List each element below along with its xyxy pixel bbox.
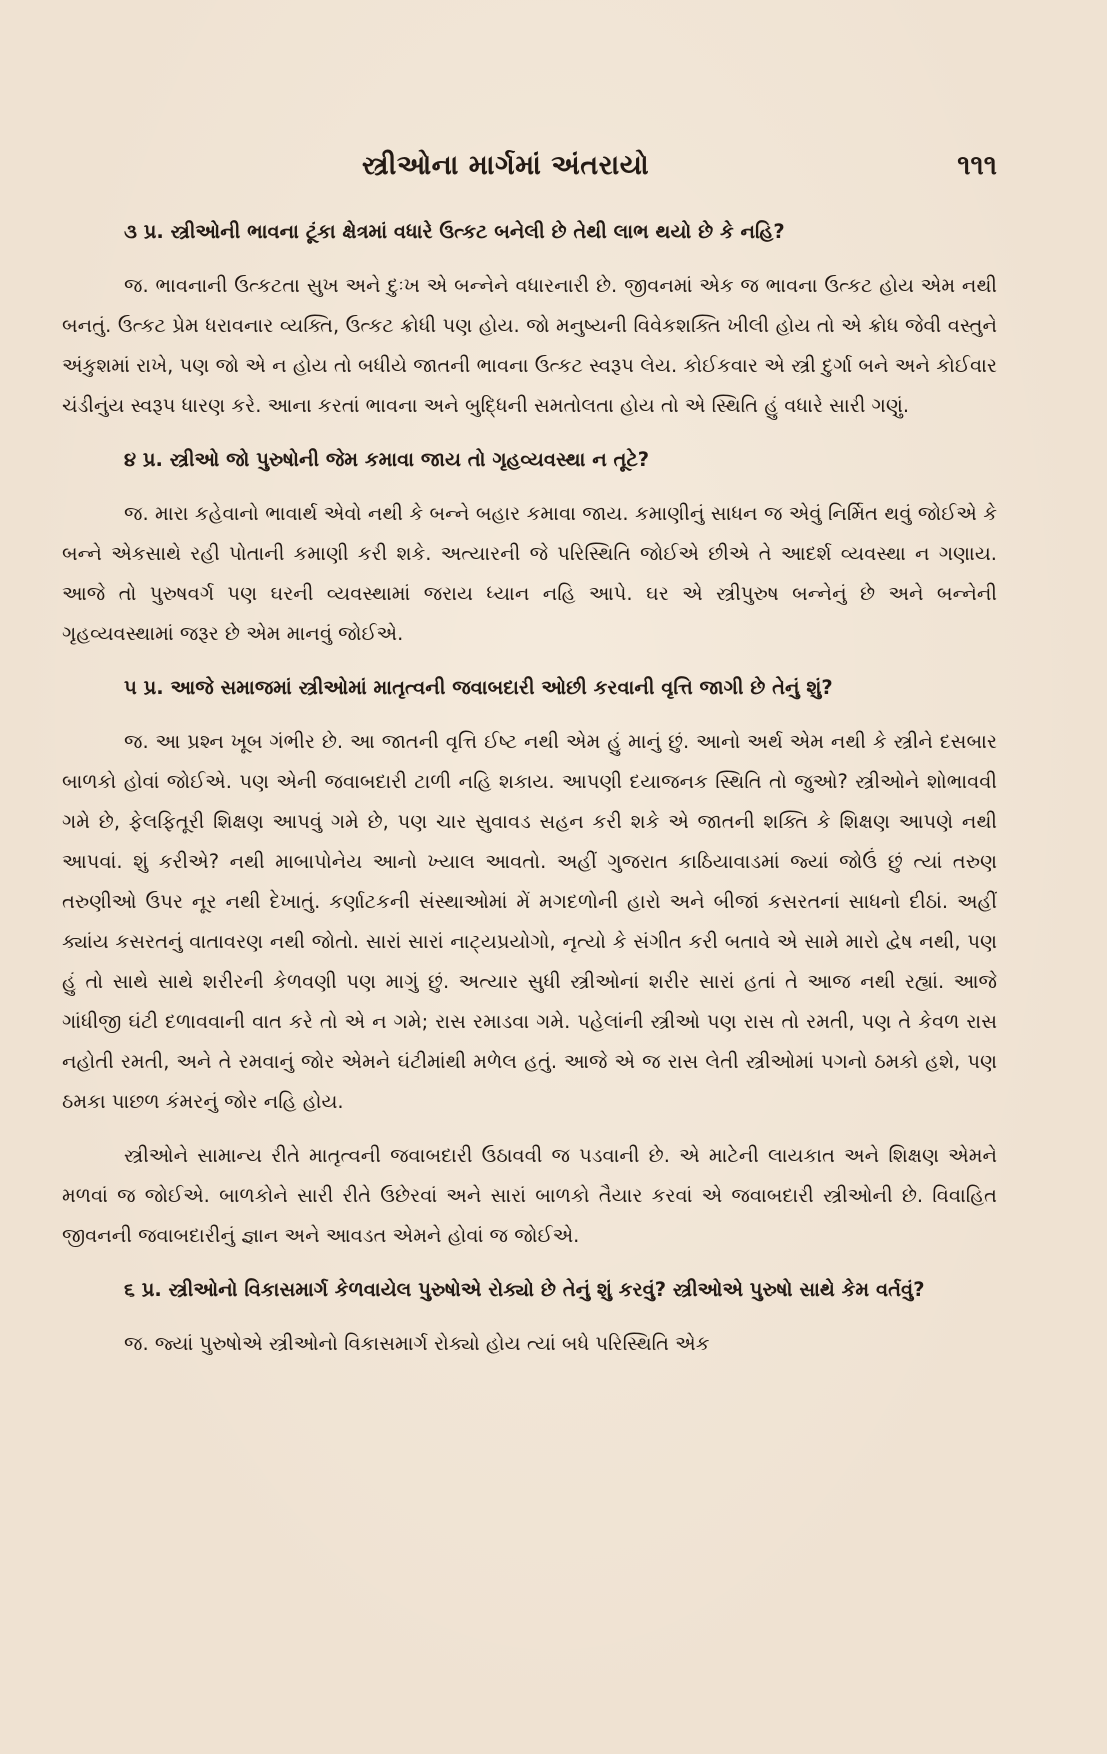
answer-3: જ. ભાવનાની ઉત્કટતા સુખ અને દુઃખ એ બન્નેને વધારનારી છે. જીવનમાં એક જ ભાવના ઉત્કટ હોય એમ નથી બનતું. ઉત્કટ પ્રેમ ધરાવનાર વ્યક્તિ, ઉત્કટ ક્રોધી પણ હોય. જો મનુષ્યની વિવેકશક્તિ ખીલી હોય તો એ ક્રોધ જેવી વસ્તુને અંકુશમાં રાખે, પણ જો એ ન હોય તો બધીયે જાતની ભાવના ઉત્કટ સ્વરૂપ લેય. કોઈકવાર એ સ્ત્રી દુર્ગા બને અને કોઈવાર ચંડીનુંય સ્વરૂપ ધારણ કરે. આના કરતાં ભાવના અને બુદ્ધિની સમતોલતા હોય તો એ સ્થિતિ હું વધારે સારી ગણું.	[62, 274, 997, 417]
page-header	[62, 150, 997, 198]
answer-6: જ. જ્યાં પુરુષોએ સ્ત્રીઓનો વિકાસમાર્ગ રોક્યો હોય ત્યાં બધે પરિસ્થિતિ એક	[124, 1332, 710, 1355]
answer-5-continued: સ્ત્રીઓને સામાન્ય રીતે માતૃત્વની જવાબદારી ઉઠાવવી જ પડવાની છે. એ માટેની લાયકાત અને શિક્ષણ એમને મળવાં જ જોઈએ. બાળકોને સારી રીતે ઉછેરવાં અને સારાં બાળકો તૈયાર કરવાં એ જવાબદારી સ્ત્રીઓની છે. વિવાહિત જીવનની જવાબદારીનું જ્ઞાન અને આવડત એમને હોવાં જ જોઈએ.	[62, 1144, 997, 1247]
question-3: ૩ પ્ર. સ્ત્રીઓની ભાવના ટૂંકા ક્ષેત્રમાં વધારે ઉત્કટ બનેલી છે તેથી લાભ થયો છે કે નહિ?	[124, 220, 785, 243]
answer-4: જ. મારા કહેવાનો ભાવાર્થ એવો નથી કે બન્ને બહાર કમાવા જાય. કમાણીનું સાધન જ એવું નિર્મિત થવું જોઈએ કે બન્ને એકસાથે રહી પોતાની કમાણી કરી શકે. અત્યારની જે પરિસ્થિતિ જોઈએ છીએ તે આદર્શ વ્યવસ્થા ન ગણાય. આજે તો પુરુષવર્ગ પણ ઘરની વ્યવસ્થામાં જરાય ધ્યાન નહિ આપે. ઘર એ સ્ત્રીપુરુષ બન્નેનું છે અને બન્નેની ગૃહવ્યવસ્થામાં જરૂર છે એમ માનવું જોઈએ.	[62, 502, 997, 645]
answer-5: જ. આ પ્રશ્ન ખૂબ ગંભીર છે. આ જાતની વૃત્તિ ઈષ્ટ નથી એમ હું માનું છું. આનો અર્થ એમ નથી કે સ્ત્રીને દસબાર બાળકો હોવાં જોઈએ. પણ એની જવાબદારી ટાળી નહિ શકાય. આપણી દયાજનક સ્થિતિ તો જુઓ? સ્ત્રીઓને શોભાવવી ગમે છે, ફેલફિતૂરી શિક્ષણ આપવું ગમે છે, પણ ચાર સુવાવડ સહન કરી શકે એ જાતની શક્તિ કે શિક્ષણ આપણે નથી આપવાં. શું કરીએ? નથી માબાપોનેય આનો ખ્યાલ આવતો. અહીં ગુજરાત કાઠિયાવાડમાં જ્યાં જોઉં છું ત્યાં તરુણ તરુણીઓ ઉપર નૂર નથી દેખાતું. કર્ણાટકની સંસ્થાઓમાં મેં મગદળોની હારો અને બીજાં કસરતનાં સાધનો દીઠાં. અહીં ક્યાંય કસરતનું વાતાવરણ નથી જોતો. સારાં સારાં નાટ્યપ્રયોગો, નૃત્યો કે સંગીત કરી બતાવે એ સામે મારો દ્વેષ નથી, પણ હું તો સાથે સાથે શરીરની કેળવણી પણ માગું છું. અત્યાર સુધી સ્ત્રીઓનાં શરીર સારાં હતાં તે આજ નથી રહ્યાં. આજે ગાંધીજી ઘંટી દળાવવાની વાત કરે તો એ ન ગમે; રાસ રમાડવા ગમે. પહેલાંની સ્ત્રીઓ પણ રાસ તો રમતી, પણ તે કેવળ રાસ નહોતી રમતી, અને તે રમવાનું જોર એમને ઘંટીમાંથી મળેલ હતું. આજે એ જ રાસ લેતી સ્ત્રીઓમાં પગનો ઠમકો હશે, પણ ઠમકા પાછળ કંમરનું જોર નહિ હોય.	[62, 730, 997, 1113]
page-number: ૧૧૧	[957, 150, 997, 181]
running-title: સ્ત્રીઓના માર્ગમાં અંતરાયો	[362, 150, 650, 181]
question-5: ૫ પ્ર. આજે સમાજમાં સ્ત્રીઓમાં માતૃત્વની જવાબદારી ઓછી કરવાની વૃત્તિ જાગી છે તેનું શું?	[124, 676, 833, 699]
question-4: ૪ પ્ર. સ્ત્રીઓ જો પુરુષોની જેમ કમાવા જાય તો ગૃહવ્યવસ્થા ન તૂટે?	[124, 448, 650, 471]
question-6: ૬ પ્ર. સ્ત્રીઓનો વિકાસમાર્ગ કેળવાયેલ પુરુષોએ રોક્યો છે તેનું શું કરવું? સ્ત્રીઓએ પુરુષો સાથે કેમ વર્તવું?	[124, 1278, 925, 1301]
body-text	[62, 212, 997, 1364]
